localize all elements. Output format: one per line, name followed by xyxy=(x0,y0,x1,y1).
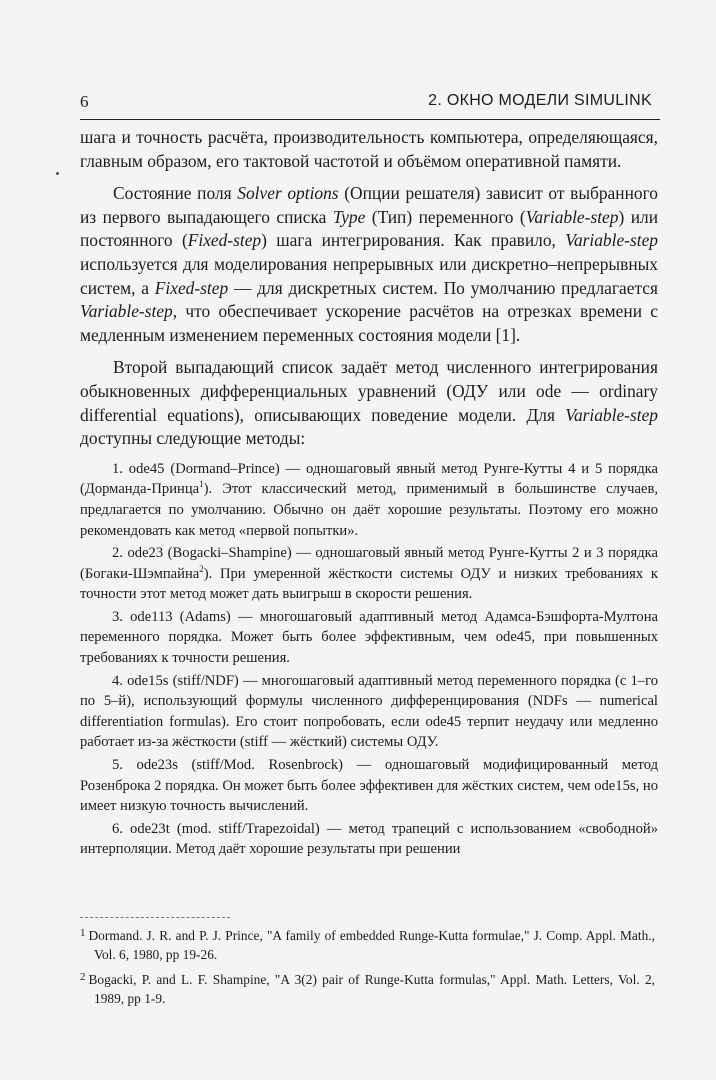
text-run: 4. ode15s (stiff/NDF) — многошаговый адаптивный метод переменного порядка (с 1–го по 5–й), использующий формулы численного дифференцирования (NDFs — numerical differentiation formulas). Его стоит попробовать, если ode45 терпит неудачу или медленно работает из-за жёсткости (stiff — жёсткий) системы ОДУ. xyxy=(80,672,658,751)
footnote-2 xyxy=(80,968,655,1008)
text-run: доступны следующие методы: xyxy=(80,428,306,449)
text-run: — для дискретных систем. По умолчанию предлагается xyxy=(228,277,658,298)
text-run: 6. ode23t (mod. stiff/Trapezoidal) — метод трапеций с использованием «свободной» интерполяции. Метод даёт хорошие результаты при решении xyxy=(80,820,658,858)
text-run: 2. ode23 (Bogacki–Shampine) — одношаговый явный метод Рунге-Кутты 2 и 3 порядка (Богаки-Шэмпайна xyxy=(80,545,658,582)
header-rule xyxy=(80,119,660,120)
method-ode113 xyxy=(80,607,658,669)
text-run: ). При умеренной жёсткости системы ОДУ и низких требованиях к точности этот метод может дать выигрыш в скорости решения. xyxy=(80,565,658,603)
scan-artifact xyxy=(56,172,59,175)
chapter-title: 2. ОКНО МОДЕЛИ SIMULINK xyxy=(428,92,652,109)
footnote-mark: 1 xyxy=(80,927,86,939)
text-run: 5. ode23s (stiff/Mod. Rosenbrock) — одношаговый модифицированный метод Розенброка 2 порядка. Он может быть более эффективен для жёстких систем, чем ode15s, но имеет низкую точность вычислений. xyxy=(80,757,658,815)
method-ode23 xyxy=(80,543,658,605)
text-run: , что обеспечивает ускорение расчётов на отрезках времени с медленным изменением переменных состояния модели [1]. xyxy=(80,301,658,345)
text-run: Состояние поля xyxy=(113,183,238,204)
page-number: 6 xyxy=(80,92,89,111)
footnote-text: Dormand. J. R. and P. J. Prince, "A family of embedded Runge-Kutta formulae," J. Comp. Appl. Math., Vol. 6, 1980, pp 19-26. xyxy=(88,928,655,962)
text-run: ) шага интегрирования. Как правило, xyxy=(261,230,566,251)
running-header xyxy=(80,92,658,118)
text-run: используется для моделирования непрерывных или дискретно–непрерывных систем, а xyxy=(80,253,658,298)
term-variable-step: Variable-step xyxy=(80,301,173,322)
method-ode23t xyxy=(80,819,658,860)
footnotes xyxy=(80,924,655,1012)
methods-list xyxy=(80,459,658,860)
text-run: (Тип) переменного ( xyxy=(365,206,526,227)
text-run: Второй выпадающий список задаёт метод численного интегрирования обыкновенных дифференциальных уравнений (ОДУ или ode — ordinary differential equations), описывающих поведение модели. Для xyxy=(80,357,658,425)
footnote-ref: 1 xyxy=(199,479,204,490)
term-fixed-step: Fixed-step xyxy=(187,230,262,251)
term-solver-options: Solver options xyxy=(237,183,339,204)
text-run: (Опции решателя) зависит от выбранного из первого выпадающего списка xyxy=(80,183,658,227)
method-ode15s xyxy=(80,671,658,753)
footnote-mark: 2 xyxy=(80,971,86,984)
footnote-ref: 2 xyxy=(199,563,204,574)
method-ode23s xyxy=(80,755,658,817)
term-variable-step: Variable-step xyxy=(565,404,658,425)
term-type: Type xyxy=(332,206,366,227)
text-run: ). Этот классический метод, применимый в большинстве случаев, предлагается по умолчанию. Обычно он даёт хорошие результаты. Поэтому его можно рекомендовать как метод «первой попытки». xyxy=(80,481,658,539)
paragraph-continuation: шага и точность расчёта, производительность компьютера, определяющаяся, главным образом, его тактовой частотой и объёмом оперативной памяти. xyxy=(80,127,658,171)
paragraph-solver-options xyxy=(80,182,658,347)
text-run: 1. ode45 (Dormand–Prince) — одношаговый явный метод Рунге-Кутты 4 и 5 порядка (Дорманда-Принца xyxy=(80,460,658,498)
footnote-text: Bogacki, P. and L. F. Shampine, "A 3(2) pair of Runge-Kutta formulas," Appl. Math. Letters, Vol. 2, 1989, pp 1-9. xyxy=(88,972,655,1006)
text-run: ) или постоянного ( xyxy=(80,206,658,251)
term-fixed-step: Fixed-step xyxy=(154,277,229,298)
method-ode45 xyxy=(80,459,658,541)
text-run: 3. ode113 (Adams) — многошаговый адаптивный метод Адамса-Бэшфорта-Мултона переменного порядка. Может быть более эффективным, чем ode45, при повышенных требованиях к точности решения. xyxy=(80,608,658,667)
term-variable-step: Variable-step xyxy=(565,230,658,251)
paragraph-second-list xyxy=(80,356,658,450)
footnote-separator xyxy=(80,917,230,918)
footnote-1 xyxy=(80,924,655,964)
page-body xyxy=(80,126,658,860)
term-variable-step: Variable-step xyxy=(525,206,619,227)
